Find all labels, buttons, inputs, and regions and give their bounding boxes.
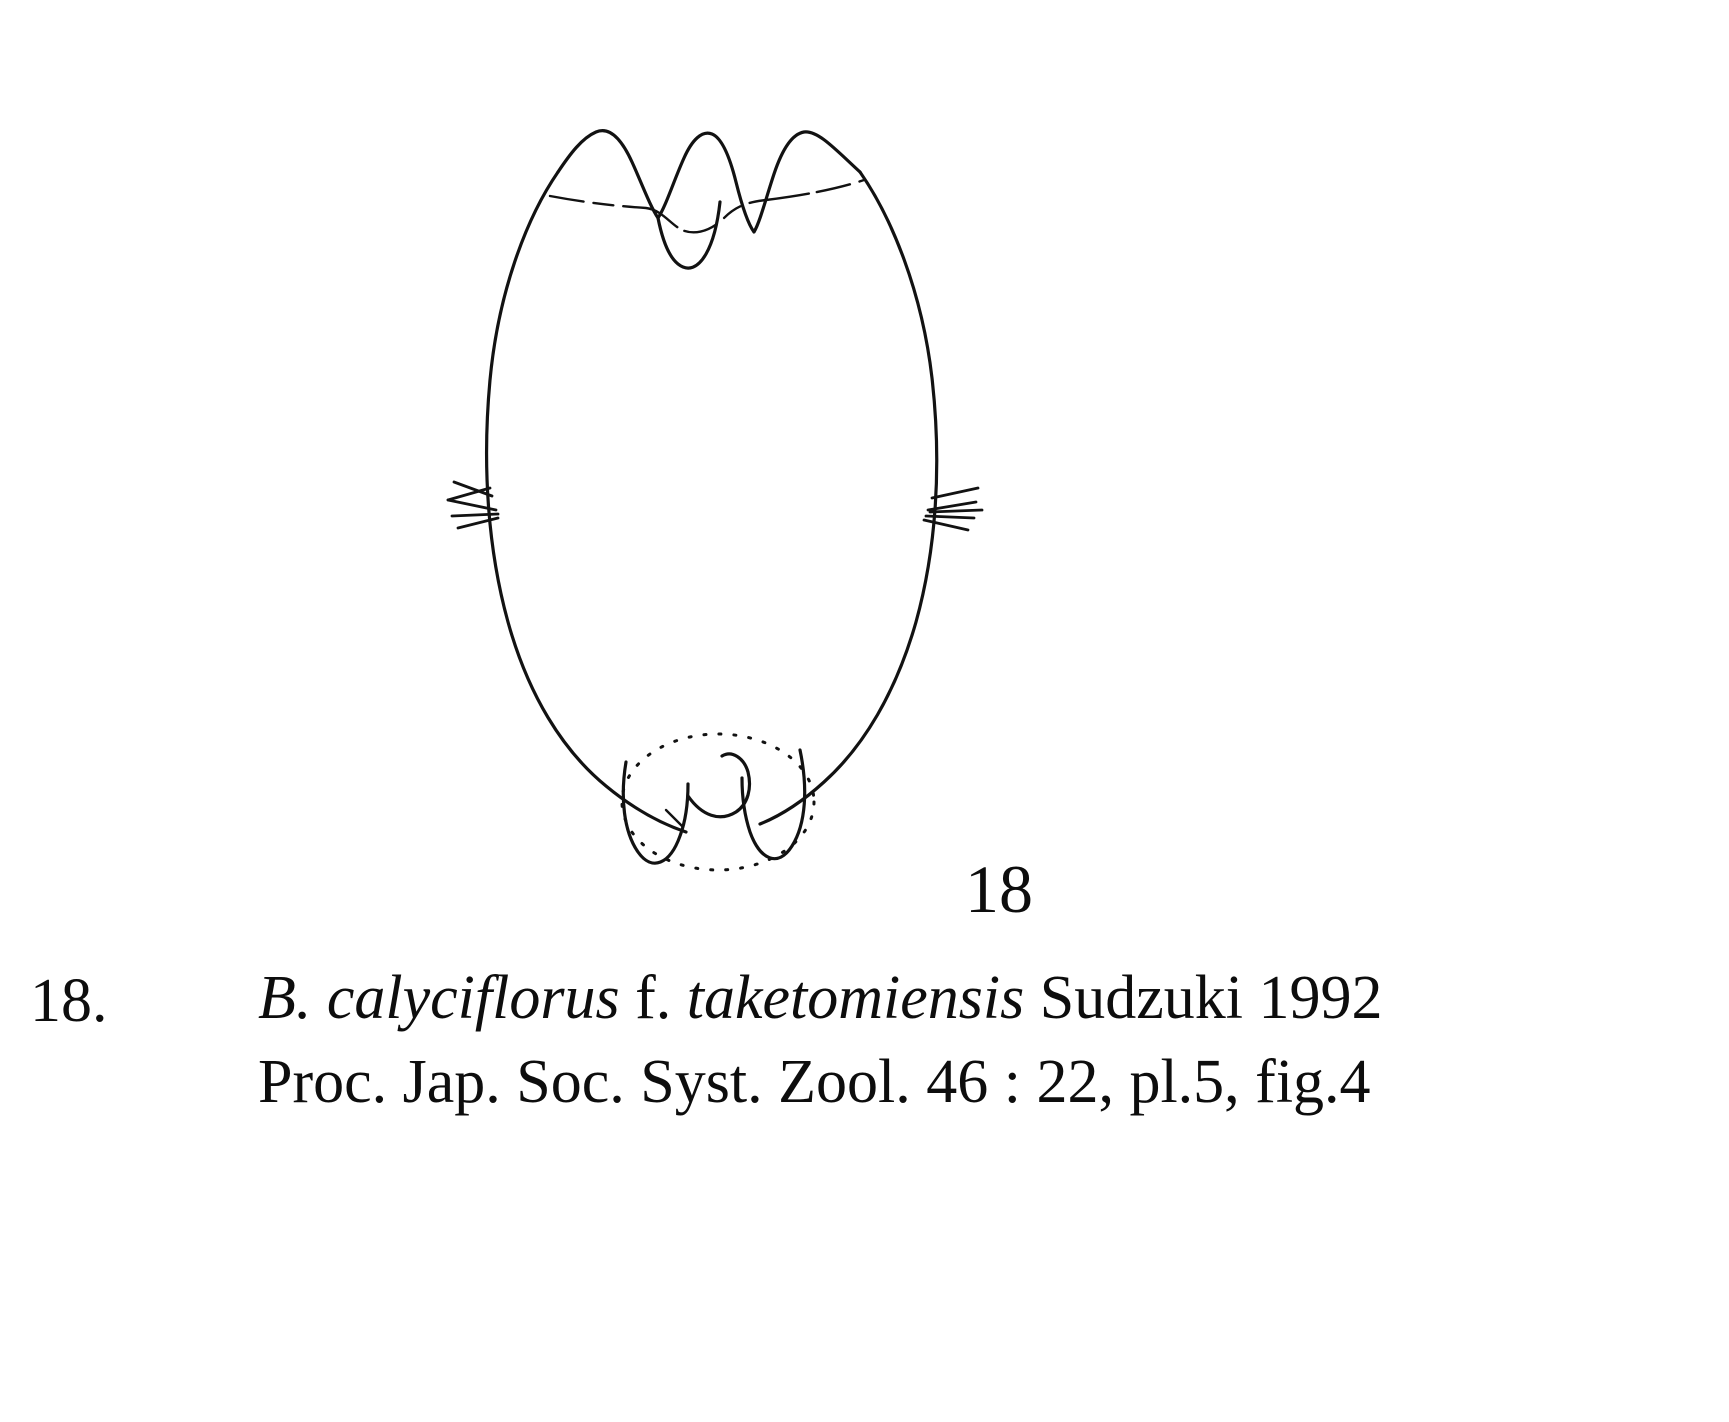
lorica-outline-group (448, 131, 982, 870)
foot-process (688, 754, 750, 817)
species-rank: f. (635, 964, 672, 1032)
posterior-foot-left-lobe (623, 762, 688, 863)
lorica-outline-left (487, 172, 686, 832)
caption-line-reference: Proc. Jap. Soc. Syst. Zool. 46 : 22, pl.5, fig.4 (258, 1047, 1371, 1116)
inner-dorsal-margin (550, 180, 864, 232)
figure-caption (0, 960, 1729, 1160)
caption-line-species (258, 960, 1708, 1038)
figure-number: 18 (965, 851, 1033, 927)
rotifer-illustration (430, 110, 1070, 900)
dotted-egg-outline (622, 734, 814, 870)
caption-index: 18. (30, 967, 108, 1035)
species-form-epithet: taketomiensis (686, 964, 1025, 1032)
species-authority: Sudzuki 1992 (1039, 964, 1383, 1032)
median-anterior-notch (658, 202, 720, 268)
anterior-spine-margin (558, 131, 860, 232)
lateral-setae-left (448, 482, 498, 528)
species-name: B. calyciflorus (258, 964, 620, 1032)
lorica-outline-right (760, 172, 937, 824)
caption-text (258, 960, 1708, 1121)
